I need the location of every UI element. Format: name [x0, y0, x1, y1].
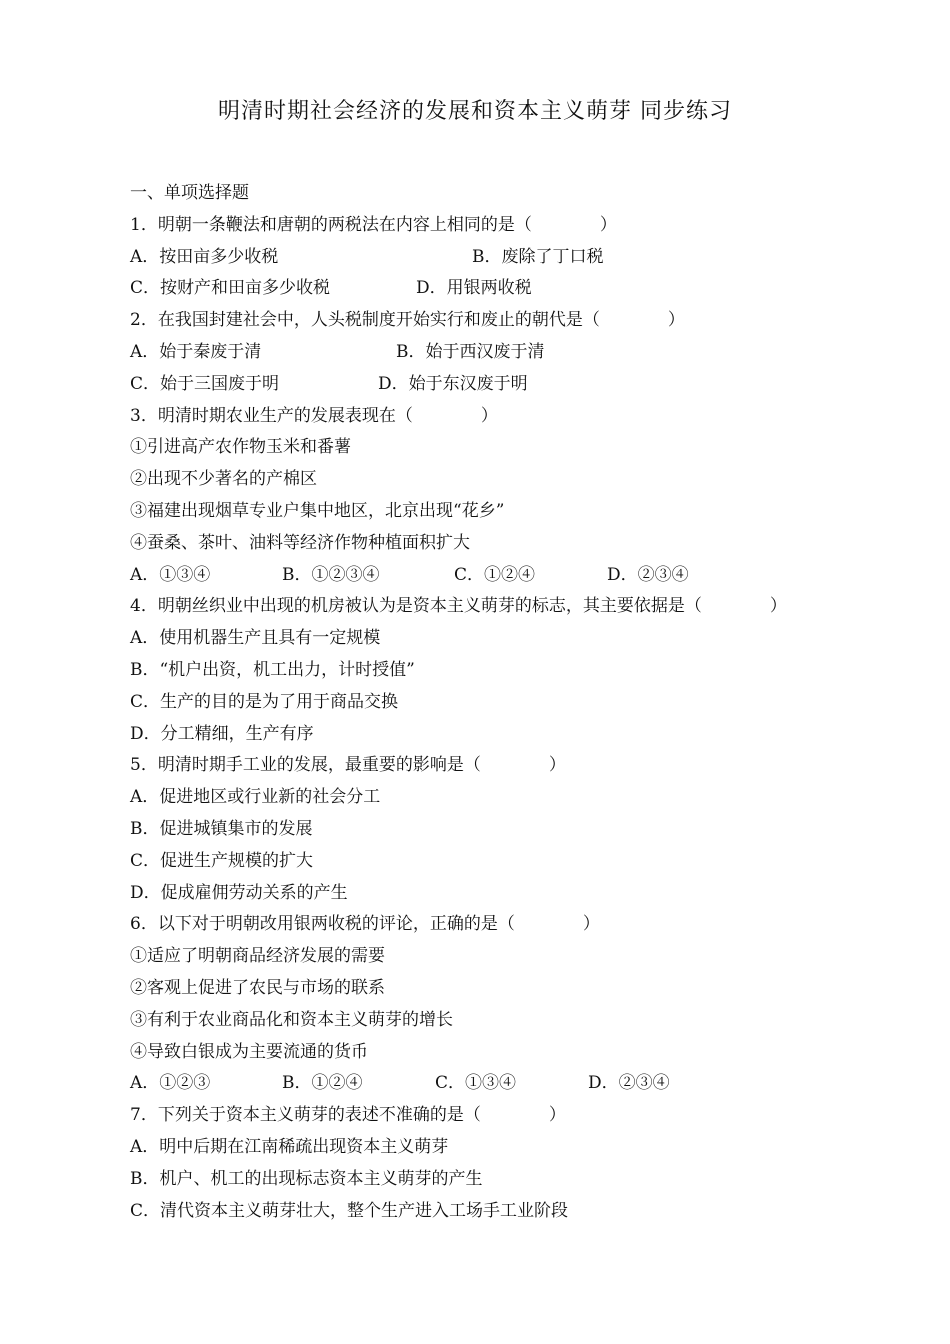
question-6-item-4: ④导致白银成为主要流通的货币: [130, 1041, 368, 1062]
question-5-option-b: B．促进城镇集市的发展: [130, 818, 313, 839]
question-7-option-c: C．清代资本主义萌芽壮大，整个生产进入工场手工业阶段: [130, 1200, 569, 1221]
section-heading: 一、单项选择题: [130, 183, 249, 203]
question-2-stem: 2．在我国封建社会中，人头税制度开始实行和废止的朝代是（ ）: [130, 310, 685, 331]
question-4-option-c: C．生产的目的是为了用于商品交换: [130, 691, 399, 712]
question-3-item-2: ②出现不少著名的产棉区: [130, 469, 317, 490]
question-5-stem: 5．明清时期手工业的发展，最重要的影响是（ ）: [130, 755, 566, 776]
page-title: 明清时期社会经济的发展和资本主义萌芽 同步练习: [218, 99, 732, 124]
question-6-item-2: ②客观上促进了农民与市场的联系: [130, 977, 385, 998]
question-6-option-d: D．②③④: [588, 1073, 670, 1094]
question-3-option-b: B．①②③④: [282, 564, 380, 585]
question-3-item-3: ③福建出现烟草专业户集中地区，北京出现“花乡”: [130, 500, 505, 521]
question-6-item-3: ③有利于农业商品化和资本主义萌芽的增长: [130, 1009, 453, 1030]
question-2-option-c: C．始于三国废于明: [130, 373, 280, 394]
question-2-options-row-1: [130, 337, 890, 369]
question-4-stem: 4．明朝丝织业中出现的机房被认为是资本主义萌芽的标志，其主要依据是（ ）: [130, 596, 787, 617]
question-3-item-1: ①引进高产农作物玉米和番薯: [130, 437, 351, 458]
question-2-option-b: B．始于西汉废于清: [396, 341, 545, 362]
question-6-item-1: ①适应了明朝商品经济发展的需要: [130, 946, 385, 967]
question-4-option-b: B．“机户出资，机工出力，计时授值”: [130, 659, 415, 680]
question-3-item-4: ④蚕桑、茶叶、油料等经济作物种植面积扩大: [130, 532, 470, 553]
question-1-option-c: C．按财产和田亩多少收税: [130, 278, 331, 299]
question-6-options-row: [130, 1068, 890, 1100]
question-4-option-a: A．使用机器生产且具有一定规模: [130, 628, 381, 649]
question-5-option-d: D．促成雇佣劳动关系的产生: [130, 882, 348, 903]
question-7-option-a: A．明中后期在江南稀疏出现资本主义萌芽: [130, 1136, 449, 1157]
question-2-option-d: D．始于东汉废于明: [378, 373, 528, 394]
question-1-option-d: D．用银两收税: [416, 278, 532, 299]
question-3-option-c: C．①②④: [454, 564, 536, 585]
document-body: [130, 178, 890, 1227]
question-3-option-a: A．①③④: [130, 564, 211, 585]
question-3-options-row: [130, 560, 890, 592]
question-1-options-row-1: [130, 242, 890, 274]
question-4-option-d: D．分工精细，生产有序: [130, 723, 314, 744]
question-1-option-a: A．按田亩多少收税: [130, 246, 279, 267]
question-1-options-row-2: [130, 273, 890, 305]
question-6-stem: 6．以下对于明朝改用银两收税的评论，正确的是（ ）: [130, 914, 600, 935]
question-1-stem: 1．明朝一条鞭法和唐朝的两税法在内容上相同的是（ ）: [130, 214, 617, 235]
question-5-option-c: C．促进生产规模的扩大: [130, 850, 314, 871]
question-6-option-a: A．①②③: [130, 1073, 211, 1094]
question-3-stem: 3．明清时期农业生产的发展表现在（ ）: [130, 405, 498, 426]
question-1-option-b: B．废除了丁口税: [472, 246, 604, 267]
question-6-option-c: C．①③④: [435, 1073, 517, 1094]
question-7-option-b: B．机户、机工的出现标志资本主义萌芽的产生: [130, 1168, 483, 1189]
question-3-option-d: D．②③④: [607, 564, 689, 585]
question-6-option-b: B．①②④: [282, 1073, 363, 1094]
question-2-option-a: A．始于秦废于清: [130, 341, 262, 362]
question-2-options-row-2: [130, 369, 890, 401]
question-7-stem: 7．下列关于资本主义萌芽的表述不准确的是（ ）: [130, 1105, 566, 1126]
question-5-option-a: A．促进地区或行业新的社会分工: [130, 787, 381, 808]
